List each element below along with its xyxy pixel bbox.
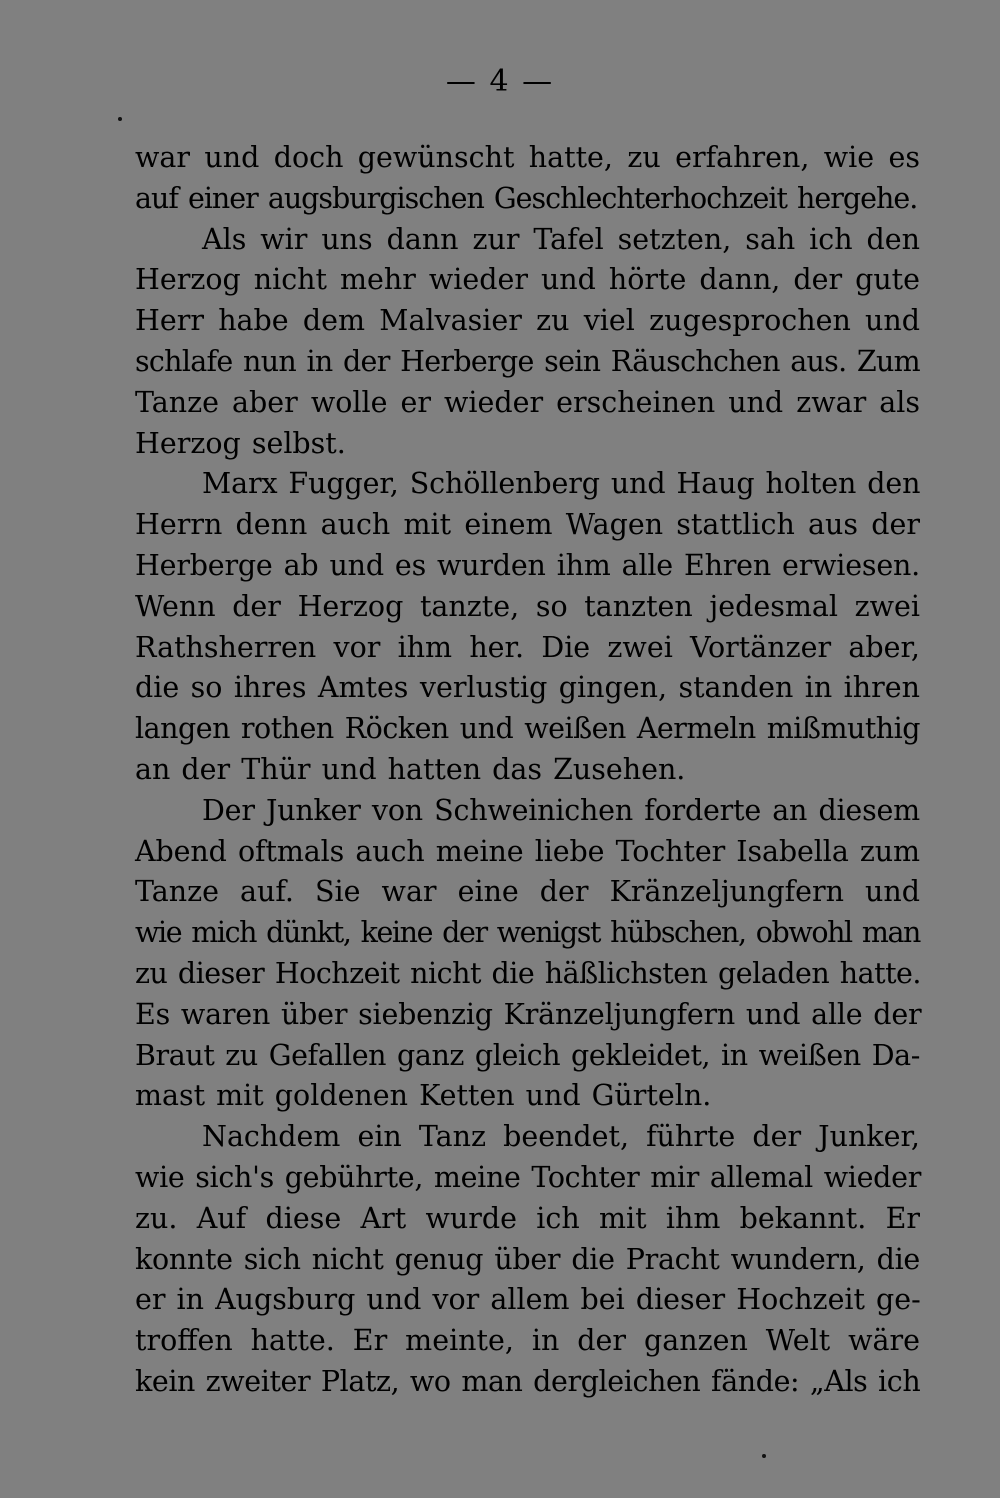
- text-line: Rathsherren vor ihm her. Die zwei Vortänzer aber,: [135, 630, 920, 664]
- text-line: schlafe nun in der Herberge sein Räuschchen aus. Zum: [135, 344, 920, 378]
- scan-speck: [118, 117, 122, 121]
- text-line: Abend oftmals auch meine liebe Tochter Isabella zum: [135, 834, 920, 868]
- body-text: [135, 138, 920, 1403]
- text-line: Herrn denn auch mit einem Wagen stattlich aus der: [135, 508, 920, 542]
- text-line: Tanze aber wolle er wieder erscheinen und zwar als: [135, 385, 920, 419]
- text-line: wie sich's gebührte, meine Tochter mir allemal wieder: [135, 1160, 922, 1194]
- text-line: Nachdem ein Tanz beendet, führte der Junker,: [202, 1120, 920, 1154]
- text-line: troffen hatte. Er meinte, in der ganzen Welt wäre: [135, 1324, 920, 1358]
- text-line: Es waren über siebenzig Kränzeljungfern und alle der: [135, 997, 922, 1031]
- text-line: Herberge ab und es wurden ihm alle Ehren erwiesen.: [135, 548, 920, 582]
- text-line: wie mich dünkt, keine der wenigst hübschen, obwohl man: [135, 916, 920, 950]
- text-line: Braut zu Gefallen ganz gleich gekleidet, in weißen Da-: [135, 1038, 920, 1072]
- text-line: zu dieser Hochzeit nicht die häßlichsten geladen hatte.: [135, 956, 921, 990]
- text-line: kein zweiter Platz, wo man dergleichen fände: „Als ich: [135, 1364, 921, 1398]
- scan-speck: [762, 1454, 766, 1458]
- text-line: auf einer augsburgischen Geschlechterhochzeit hergehe.: [135, 181, 918, 215]
- text-line: Wenn der Herzog tanzte, so tanzten jedesmal zwei: [135, 589, 920, 623]
- text-line: zu. Auf diese Art wurde ich mit ihm bekannt. Er: [135, 1201, 920, 1235]
- text-line: Marx Fugger, Schöllenberg und Haug holten den: [202, 467, 921, 501]
- text-line: Der Junker von Schweinichen forderte an diesem: [202, 793, 920, 827]
- text-line: war und doch gewünscht hatte, zu erfahren, wie es: [135, 141, 920, 174]
- text-line: Als wir uns dann zur Tafel setzten, sah ich den: [202, 222, 920, 256]
- text-line: an der Thür und hatten das Zusehen.: [135, 752, 686, 786]
- text-line: er in Augsburg und vor allem bei dieser Hochzeit ge-: [135, 1283, 921, 1317]
- text-line: mast mit goldenen Ketten und Gürteln.: [135, 1079, 712, 1113]
- text-line: konnte sich nicht genug über die Pracht wundern, die: [135, 1242, 920, 1276]
- text-line: Herr habe dem Malvasier zu viel zugesprochen und: [135, 304, 920, 338]
- text-line: langen rothen Röcken und weißen Aermeln mißmuthig: [135, 712, 920, 746]
- text-line: Tanze auf. Sie war eine der Kränzeljungfern und: [135, 875, 920, 909]
- text-line: Herzog selbst.: [135, 426, 346, 460]
- text-line: Herzog nicht mehr wieder und hörte dann, der gute: [135, 263, 920, 297]
- page-number: — 4 —: [445, 64, 555, 99]
- text-line: die so ihres Amtes verlustig gingen, standen in ihren: [135, 671, 920, 705]
